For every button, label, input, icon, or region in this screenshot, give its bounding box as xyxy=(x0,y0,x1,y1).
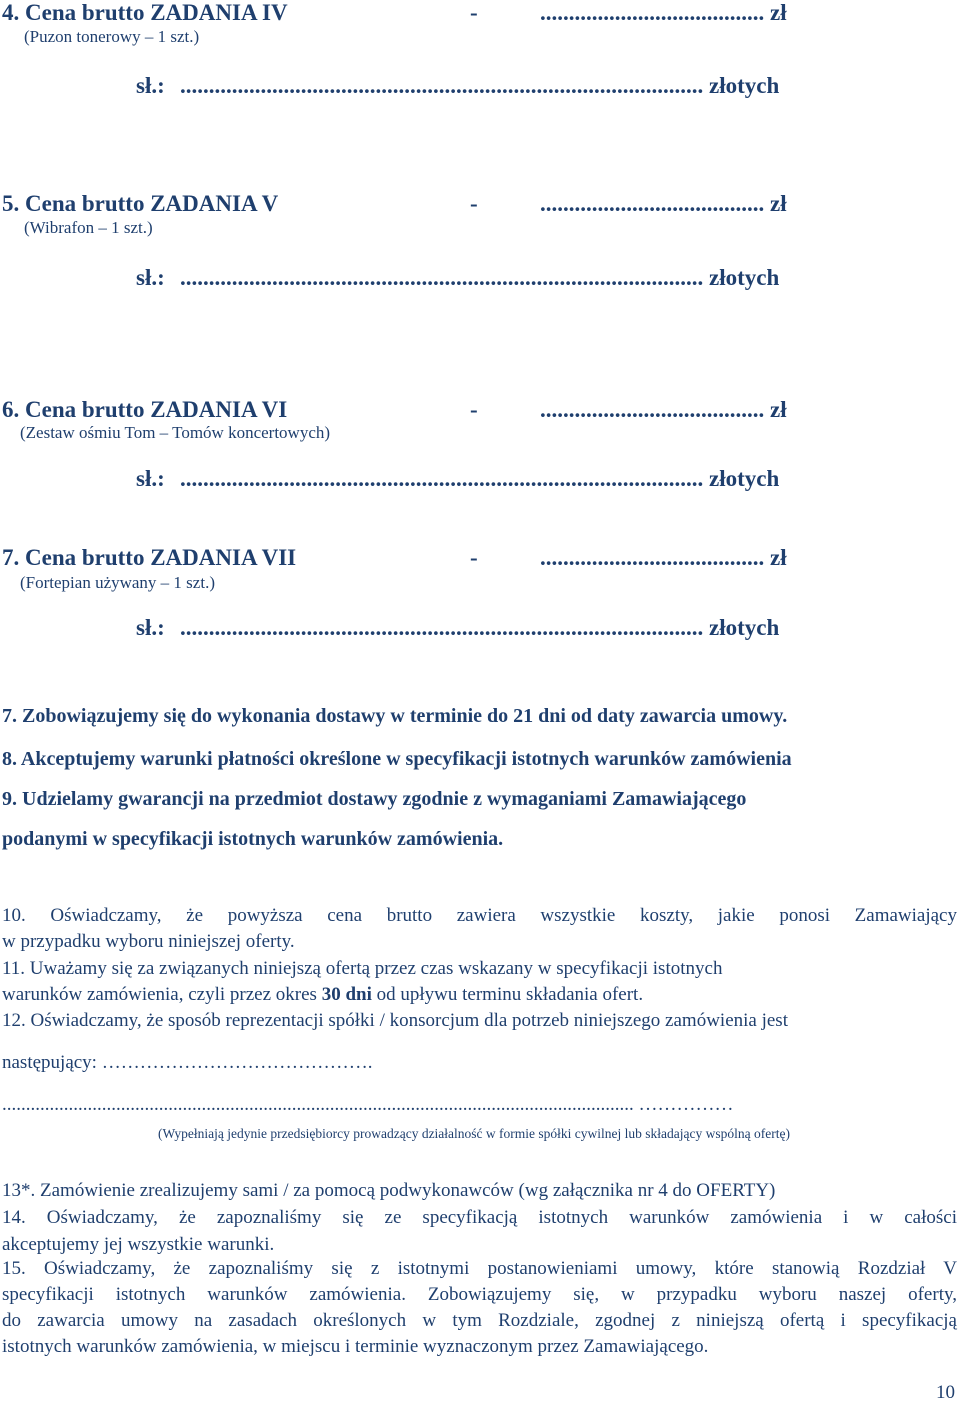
block-5-dash: - xyxy=(470,191,478,216)
block-5-words-field[interactable]: ........................................................................................... złotych xyxy=(180,265,780,290)
paragraph-15-line-4: istotnych warunków zamówienia, w miejscu i terminie wyznaczonym przez Zamawiającego. xyxy=(2,1336,709,1357)
statement-7: 7. Zobowiązujemy się do wykonania dostawy w terminie do 21 dni od daty zawarcia umowy. xyxy=(2,705,788,727)
paragraph-12-line-1: 12. Oświadczamy, że sposób reprezentacji spółki / konsorcjum dla potrzeb niniejszego zamówienia jest xyxy=(2,1010,788,1031)
block-6-price-field[interactable]: ....................................... zł xyxy=(540,397,787,422)
block-4-price-field[interactable]: ....................................... zł xyxy=(540,0,787,25)
statement-8: 8. Akceptujemy warunki płatności określone w specyfikacji istotnych warunków zamówienia xyxy=(2,748,792,770)
statement-9-line-1: 9. Udzielamy gwarancji na przedmiot dostawy zgodnie z wymaganiami Zamawiającego xyxy=(2,788,747,810)
block-5-words-label: sł.: xyxy=(136,265,165,290)
block-4-words-field[interactable]: ........................................................................................... złotych xyxy=(180,73,780,98)
block-7-title: 7. Cena brutto ZADANIA VII xyxy=(2,545,297,570)
block-6-words-label: sł.: xyxy=(136,466,165,491)
paragraph-10-line-2: w przypadku wyboru niniejszej oferty. xyxy=(2,931,295,952)
paragraph-11-text-post: od upływu terminu składania ofert. xyxy=(371,984,644,1005)
statement-9-line-2: podanymi w specyfikacji istotnych warunków zamówienia. xyxy=(2,828,504,850)
block-6-title: 6. Cena brutto ZADANIA VI xyxy=(2,397,288,422)
paragraph-10-line-1: 10. Oświadczamy, że powyższa cena brutto zawiera wszystkie koszty, jakie ponosi Zamawiający xyxy=(2,905,957,926)
block-4-words-label: sł.: xyxy=(136,73,165,98)
block-7-description: (Fortepian używany – 1 szt.) xyxy=(20,573,215,592)
block-6-description: (Zestaw ośmiu Tom – Tomów koncertowych) xyxy=(20,423,331,442)
paragraph-14-line-2: akceptujemy jej wszystkie warunki. xyxy=(2,1234,275,1255)
block-7-price-field[interactable]: ....................................... zł xyxy=(540,545,787,570)
block-6-words-field[interactable]: ........................................................................................... złotych xyxy=(180,466,780,491)
block-4-description: (Puzon tonerowy – 1 szt.) xyxy=(24,27,200,46)
paragraph-11-text-pre: warunków zamówienia, czyli przez okres xyxy=(2,984,322,1005)
block-7-words-field[interactable]: ........................................................................................... złotych xyxy=(180,615,780,640)
paragraph-15-line-3: do zawarcia umowy na zasadach określonych w tym Rozdziale, zgodnej z niniejszą ofertą i specyfikacją xyxy=(2,1310,957,1331)
paragraph-12-representation-field[interactable]: następujący: ……………………………………. xyxy=(2,1052,373,1073)
block-4-dash: - xyxy=(470,0,478,25)
paragraph-14-line-1: 14. Oświadczamy, że zapoznaliśmy się ze specyfikacją istotnych warunków zamówienia i w całości xyxy=(2,1207,957,1228)
block-5-description: (Wibrafon – 1 szt.) xyxy=(24,218,153,237)
paragraph-11-line-1: 11. Uważamy się za związanych niniejszą ofertą przez czas wskazany w specyfikacji istotnych xyxy=(2,958,723,979)
block-4-title: 4. Cena brutto ZADANIA IV xyxy=(2,0,288,25)
block-7-words-label: sł.: xyxy=(136,615,165,640)
paragraph-15-line-1: 15. Oświadczamy, że zapoznaliśmy się z istotnymi postanowieniami umowy, które stanowią Rozdział V xyxy=(2,1258,957,1279)
paragraph-12-note: (Wypełniają jedynie przedsiębiorcy prowadzący działalność w formie spółki cywilnej lub składający wspólną ofertę) xyxy=(158,1126,790,1141)
block-5-title: 5. Cena brutto ZADANIA V xyxy=(2,191,279,216)
page-number: 10 xyxy=(936,1382,955,1403)
paragraph-15-line-2: specyfikacji istotnych warunków zamówienia. Zobowiązujemy się, w przypadku wyboru naszej oferty, xyxy=(2,1284,957,1305)
block-5-price-field[interactable]: ....................................... zł xyxy=(540,191,787,216)
paragraph-11-period: 30 dni xyxy=(321,984,372,1005)
paragraph-13: 13*. Zamówienie zrealizujemy sami / za pomocą podwykonawców (wg załącznika nr 4 do OFERTY) xyxy=(2,1180,776,1201)
paragraph-11-line-2 xyxy=(2,984,643,1006)
block-6-dash: - xyxy=(470,397,478,422)
block-7-dash: - xyxy=(470,545,478,570)
paragraph-12-continuation-field[interactable]: ..................................................................................................................................... …………… xyxy=(2,1094,734,1115)
